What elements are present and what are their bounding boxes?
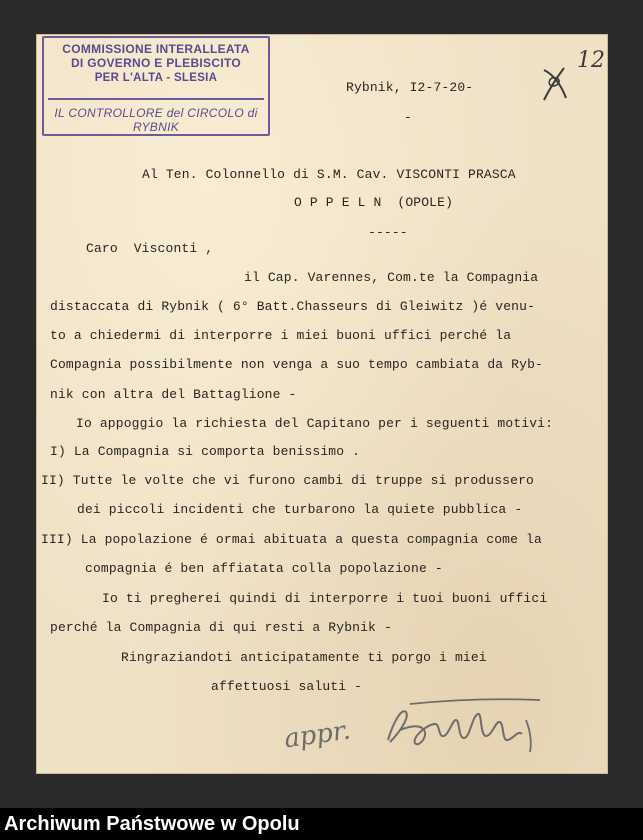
- signature-note: appr.: [282, 715, 353, 755]
- body-line-6: Io appoggio la richiesta del Capitano per i seguenti motivi:: [76, 416, 554, 431]
- body-line-2: distaccata di Rybnik ( 6° Batt.Chasseurs di Gleiwitz )é venu-: [50, 299, 536, 314]
- body-line-11: compagnia é ben affiatata colla popolazione -: [85, 561, 443, 576]
- body-line-3: to a chiedermi di interporre i miei buoni uffici perché la: [50, 328, 512, 343]
- body-line-13: perché la Compagnia di qui resti a Rybnik -: [50, 620, 392, 635]
- archive-footer: Archiwum Państwowe w Opolu: [0, 808, 643, 840]
- body-line-1: il Cap. Varennes, Com.te la Compagnia: [244, 270, 539, 285]
- stamp-divider: [48, 98, 264, 100]
- place-date: Rybnik, I2-7-20-: [346, 80, 474, 95]
- date-dash: -: [404, 110, 412, 125]
- stamp-line-3: PER L'ALTA - SLESIA: [94, 72, 218, 84]
- commission-stamp: [42, 36, 270, 136]
- addressee-line-2: O P P E L N (OPOLE): [294, 195, 454, 210]
- body-line-12: Io ti pregherei quindi di interporre i tuoi buoni uffici: [102, 591, 548, 606]
- body-line-8: II) Tutte le volte che vi furono cambi di truppe si produssero: [41, 473, 534, 488]
- archive-number: 12: [577, 48, 605, 73]
- stamp-line-1: COMMISSIONE INTERALLEATA: [62, 42, 250, 56]
- body-line-7: I) La Compagnia si comporta benissimo .: [50, 444, 361, 459]
- body-line-15: affettuosi saluti -: [211, 679, 363, 694]
- body-line-5: nik con altra del Battaglione -: [50, 387, 297, 402]
- addressee-divider: -----: [368, 225, 408, 240]
- body-line-10: III) La popolazione é ormai abituata a questa compagnia come la: [41, 532, 542, 547]
- handwritten-mark-icon: [538, 64, 572, 104]
- salutation: Caro Visconti ,: [86, 241, 214, 256]
- stamp-line-4: IL CONTROLLORE del CIRCOLO di RYBNIK: [54, 106, 258, 134]
- stamp-line-2: DI GOVERNO E PLEBISCITO: [70, 56, 242, 70]
- body-line-14: Ringraziandoti anticipatamente ti porgo i miei: [121, 650, 487, 665]
- addressee-line-1: Al Ten. Colonnello di S.M. Cav. VISCONTI PRASCA: [142, 167, 516, 182]
- body-line-9: dei piccoli incidenti che turbarono la quiete pubblica -: [77, 502, 523, 517]
- handwritten-signature: [380, 690, 550, 760]
- body-line-4: Compagnia possibilmente non venga a suo tempo cambiata da Ryb-: [50, 357, 543, 372]
